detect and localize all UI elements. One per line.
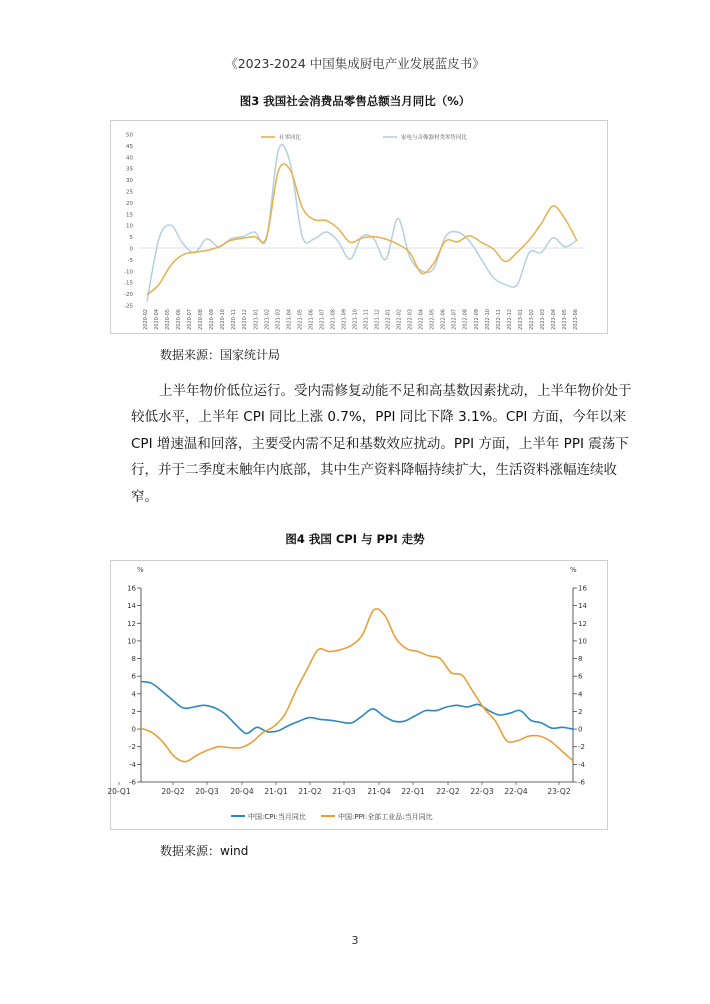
fig4-right-tick-label: 4	[578, 690, 583, 699]
fig3-x-tick-label: 2022-06	[440, 309, 447, 330]
fig3-x-tick-label: 2022-09	[473, 309, 480, 330]
fig3-x-tick-label: 2020-07	[187, 309, 194, 330]
fig3-y-tick-label: 40	[126, 155, 133, 162]
fig4-x-tick-label: 22-Q2	[436, 787, 460, 796]
fig4-x-tick-label: 21-Q2	[298, 787, 322, 796]
fig3-x-tick-label: 2020-05	[165, 309, 172, 330]
fig4-left-tick-label: -4	[129, 760, 136, 769]
fig4-x-tick-label: 21-Q1	[264, 787, 288, 796]
fig3-y-tick-label: -20	[124, 292, 133, 299]
fig3-y-tick-label: 45	[126, 143, 133, 150]
fig4-right-tick-label: 12	[578, 619, 587, 628]
fig4-left-unit-label: %	[137, 566, 144, 574]
fig3-y-tick-label: 25	[126, 189, 133, 196]
fig4-left-tick-label: 14	[127, 602, 136, 611]
fig4-legend-label: 中国:CPI:当月同比	[248, 813, 306, 821]
fig3-x-tick-label: 2023-06	[573, 309, 579, 330]
fig4-right-tick-label: 8	[578, 655, 583, 664]
fig4-left-tick-label: 12	[127, 619, 136, 628]
fig3-y-tick-label: -10	[124, 269, 133, 276]
fig4-series-ppi-line	[141, 609, 573, 762]
fig4-x-tick-label: 20-Q2	[161, 787, 185, 796]
fig4-x-tick-label: 23-Q2	[547, 787, 571, 796]
fig4-x-tick-label: 20-Q1	[107, 787, 131, 796]
fig3-series-retail-line	[147, 164, 577, 295]
fig3-x-tick-label: 2021-07	[319, 309, 326, 330]
fig4-x-tick-label: 22-Q3	[470, 787, 494, 796]
fig3-x-tick-label: 2021-06	[308, 309, 315, 330]
fig4-left-tick-label: 2	[131, 707, 136, 716]
fig3-x-tick-label: 2020-10	[220, 309, 227, 330]
fig4-x-tick-label: 20-Q4	[230, 787, 254, 796]
fig4-left-tick-label: 0	[131, 725, 136, 734]
fig4-legend-label: 中国:PPI:全部工业品:当月同比	[338, 813, 433, 821]
fig4-right-tick-label: 0	[578, 725, 583, 734]
fig3-x-tick-label: 2021-02	[264, 309, 271, 330]
fig3-x-tick-label: 2022-02	[396, 309, 403, 330]
fig4-series-cpi-line	[141, 682, 573, 734]
fig3-x-tick-label: 2022-04	[418, 309, 425, 330]
fig4-left-tick-label: -2	[129, 743, 136, 752]
fig3-x-tick-label: 2022-12	[506, 309, 513, 330]
fig3-x-tick-label: 2023-05	[561, 309, 568, 330]
fig3-x-tick-label: 2022-05	[429, 309, 436, 330]
fig3-x-tick-label: 2022-03	[407, 309, 414, 330]
fig4-left-tick-label: -6	[129, 778, 136, 787]
fig3-x-tick-label: 2021-05	[297, 309, 304, 330]
fig3-x-tick-label: 2023-01	[517, 309, 524, 330]
fig4-left-tick-label: 10	[127, 637, 136, 646]
fig3-y-tick-label: 20	[126, 200, 133, 207]
fig4-x-tick-label: 22-Q1	[401, 787, 425, 796]
figure3-svg	[111, 121, 607, 333]
fig3-x-tick-label: 2022-10	[484, 309, 491, 330]
fig3-x-tick-label: 2020-11	[231, 309, 238, 330]
fig3-y-tick-label: 10	[126, 223, 133, 230]
figure4-chart	[107, 560, 608, 830]
fig3-x-tick-label: 2021-01	[253, 309, 260, 330]
fig4-right-tick-label: 16	[578, 584, 587, 593]
fig3-x-tick-label: 2021-11	[363, 309, 370, 330]
fig3-x-tick-label: 2020-08	[198, 309, 205, 330]
fig3-x-tick-label: 2022-07	[451, 309, 458, 330]
fig3-x-tick-label: 2020-04	[154, 309, 161, 330]
fig3-x-tick-label: 2021-08	[330, 309, 337, 330]
fig3-y-tick-label: -25	[124, 303, 133, 310]
fig3-x-tick-label: 2021-10	[352, 309, 359, 330]
fig4-left-tick-label: 8	[131, 655, 136, 664]
fig3-x-tick-label: 2022-01	[385, 309, 392, 330]
fig4-right-tick-label: 6	[578, 672, 583, 681]
fig3-y-tick-label: 15	[126, 212, 133, 219]
figure4-svg	[107, 561, 607, 829]
fig3-legend-label: 家电与音像器材类零售同比	[401, 135, 468, 141]
fig4-x-tick-label: 21-Q3	[332, 787, 356, 796]
figure4-source: 数据来源：wind	[160, 844, 249, 858]
fig3-x-tick-label: 2020-12	[242, 309, 249, 330]
fig3-legend-label: 社零同比	[279, 135, 302, 141]
figure4-caption: 图4 我国 CPI 与 PPI 走势	[285, 532, 425, 546]
fig4-right-tick-label: 14	[578, 602, 587, 611]
fig4-x-tick-label: 21-Q4	[367, 787, 391, 796]
fig3-y-tick-label: 50	[126, 132, 133, 139]
fig3-x-tick-label: 2022-11	[495, 309, 502, 330]
fig3-x-tick-label: 2023-03	[539, 309, 546, 330]
body-paragraph	[131, 378, 639, 510]
fig3-x-tick-label: 2021-04	[286, 309, 293, 330]
fig4-x-tick-label: 20-Q3	[195, 787, 219, 796]
fig3-y-tick-label: -15	[124, 280, 133, 287]
figure3-source: 数据来源：国家统计局	[160, 348, 281, 362]
fig3-y-tick-label: -5	[127, 257, 133, 264]
fig4-right-tick-label: 10	[578, 637, 587, 646]
fig4-left-tick-label: 4	[131, 690, 136, 699]
fig4-left-tick-label: 6	[131, 672, 136, 681]
fig4-right-tick-label: -2	[578, 743, 585, 752]
fig3-x-tick-label: 2023-04	[550, 309, 557, 330]
fig3-x-tick-label: 2020-02	[143, 309, 149, 330]
fig3-y-tick-label: 35	[126, 166, 133, 173]
fig3-y-tick-label: 30	[126, 178, 133, 185]
fig3-y-tick-label: 5	[129, 235, 133, 242]
fig4-left-tick-label: 16	[127, 584, 136, 593]
fig3-series-appliance-line	[147, 145, 577, 302]
fig4-right-unit-label: %	[570, 566, 577, 574]
header-title: 《2023-2024 中国集成厨电产业发展蓝皮书》	[225, 56, 485, 71]
fig3-x-tick-label: 2023-02	[528, 309, 535, 330]
body-paragraph-text: 上半年物价低位运行。受内需修复动能不足和高基数因素扰动，上半年物价处于较低水平，上半年 CPI 同比上涨 0.7%，PPI 同比下降 3.1%。CPI 方面，今年以来 CPI 增速温和回落，主要受内需不足和基数效应扰动。PPI 方面，上半年 PPI 震荡下行，并于二季度末触年内底部，其中生产资料降幅持续扩大，生活资料涨幅连续收窄。	[131, 383, 632, 505]
fig3-y-tick-label: 0	[129, 246, 133, 253]
page-number: 3	[351, 934, 359, 947]
fig4-x-tick-label: 22-Q4	[504, 787, 528, 796]
figure3-chart	[110, 120, 608, 334]
fig4-right-tick-label: -6	[578, 778, 585, 787]
fig3-x-tick-label: 2020-06	[176, 309, 183, 330]
fig3-x-tick-label: 2021-03	[275, 309, 282, 330]
fig4-right-tick-label: 2	[578, 707, 583, 716]
fig3-x-tick-label: 2020-09	[209, 309, 216, 330]
fig3-x-tick-label: 2022-08	[462, 309, 469, 330]
figure3-caption: 图3 我国社会消费品零售总额当月同比（%）	[239, 94, 471, 108]
fig4-right-tick-label: -4	[578, 760, 585, 769]
fig3-x-tick-label: 2021-12	[374, 309, 381, 330]
fig3-x-tick-label: 2021-09	[341, 309, 348, 330]
